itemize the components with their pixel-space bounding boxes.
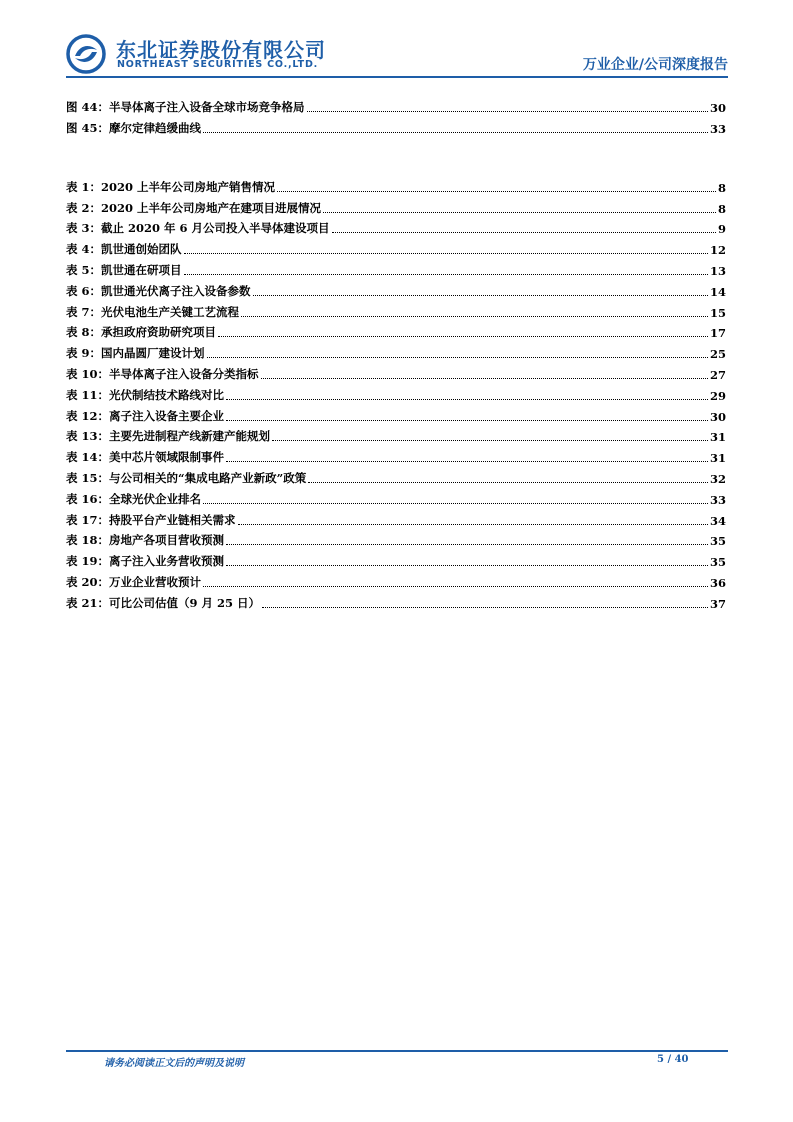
dot-leader xyxy=(207,357,708,358)
toc-row[interactable] xyxy=(66,361,726,382)
toc-row[interactable] xyxy=(66,548,726,569)
toc-row[interactable] xyxy=(66,424,726,445)
toc-page: 30 xyxy=(709,100,726,115)
toc-row[interactable] xyxy=(66,486,726,507)
toc-row[interactable] xyxy=(66,569,726,590)
toc-label: 表 8：承担政府资助研究项目 xyxy=(66,325,217,340)
toc-row[interactable] xyxy=(66,382,726,403)
toc-label: 表 18：房地产各项目营收预测 xyxy=(66,533,225,548)
toc-page: 32 xyxy=(709,471,726,486)
dot-leader xyxy=(241,316,708,317)
company-name-cn: 东北证券股份有限公司 xyxy=(116,38,326,62)
toc-page: 30 xyxy=(709,409,726,424)
toc-label: 表 9：国内晶圆厂建设计划 xyxy=(66,346,205,361)
dot-leader xyxy=(308,482,708,483)
toc-label: 表 5：凯世通在研项目 xyxy=(66,262,182,277)
dot-leader xyxy=(226,544,708,545)
dot-leader xyxy=(261,378,708,379)
toc-page: 33 xyxy=(709,492,726,507)
toc-row[interactable] xyxy=(66,528,726,549)
toc-row[interactable] xyxy=(66,507,726,528)
toc-label: 表 6：凯世通光伏离子注入设备参数 xyxy=(66,283,251,298)
dot-leader xyxy=(226,461,708,462)
toc-label: 表 12：离子注入设备主要企业 xyxy=(66,408,225,423)
figure-list xyxy=(66,94,726,136)
dot-leader xyxy=(272,440,708,441)
dot-leader xyxy=(277,191,716,192)
dot-leader xyxy=(323,212,716,213)
toc-page: 17 xyxy=(709,326,726,341)
toc-row[interactable] xyxy=(66,195,726,216)
dot-leader xyxy=(238,524,708,525)
toc-page: 37 xyxy=(709,596,726,611)
toc-label: 表 4：凯世通创始团队 xyxy=(66,242,182,257)
toc-label: 表 1：2020 上半年公司房地产销售情况 xyxy=(66,179,276,194)
dot-leader xyxy=(218,336,708,337)
toc-label: 图 44：半导体离子注入设备全球市场竞争格局 xyxy=(66,99,305,114)
toc-label: 表 13：主要先进制程产线新建产能规划 xyxy=(66,429,271,444)
toc-label: 表 11：光伏制结技术路线对比 xyxy=(66,387,225,402)
toc-label: 表 14：美中芯片领域限制事件 xyxy=(66,450,225,465)
toc-row[interactable] xyxy=(66,590,726,611)
toc-row[interactable] xyxy=(66,444,726,465)
toc-label: 表 19：离子注入业务营收预测 xyxy=(66,554,225,569)
toc-label: 表 21：可比公司估值（9 月 25 日） xyxy=(66,595,261,610)
toc-label: 表 17：持股平台产业链相关需求 xyxy=(66,512,236,527)
toc-page: 29 xyxy=(709,388,726,403)
toc-page: 8 xyxy=(717,201,726,216)
toc-label: 图 45：摩尔定律趋缓曲线 xyxy=(66,120,202,135)
dot-leader xyxy=(184,253,708,254)
dot-leader xyxy=(253,295,708,296)
dot-leader xyxy=(203,503,708,504)
toc-page: 35 xyxy=(709,555,726,570)
toc-row[interactable] xyxy=(66,236,726,257)
dot-leader xyxy=(203,586,708,587)
toc-row[interactable] xyxy=(66,257,726,278)
page-header xyxy=(66,30,728,78)
toc-page: 36 xyxy=(709,575,726,590)
toc-page: 12 xyxy=(709,243,726,258)
table-list xyxy=(66,174,726,611)
toc-page: 9 xyxy=(717,222,726,237)
toc-label: 表 3：截止 2020 年 6 月公司投入半导体建设项目 xyxy=(66,221,330,236)
toc-row[interactable] xyxy=(66,216,726,237)
toc-label: 表 2：2020 上半年公司房地产在建项目进展情况 xyxy=(66,200,322,215)
footer-page-number: 5 / 40 xyxy=(657,1054,689,1065)
dot-leader xyxy=(203,132,708,133)
dot-leader xyxy=(332,232,716,233)
footer-disclaimer: 请务必阅读正文后的声明及说明 xyxy=(104,1058,244,1069)
toc-page: 31 xyxy=(709,451,726,466)
toc-page: 31 xyxy=(709,430,726,445)
dot-leader xyxy=(226,420,708,421)
toc-row[interactable] xyxy=(66,299,726,320)
toc-page: 34 xyxy=(709,513,726,528)
footer-divider xyxy=(66,1050,728,1052)
toc-row[interactable] xyxy=(66,115,726,136)
toc-page: 15 xyxy=(709,305,726,320)
toc-row[interactable] xyxy=(66,340,726,361)
toc-row[interactable] xyxy=(66,320,726,341)
toc-row[interactable] xyxy=(66,174,726,195)
company-logo-icon xyxy=(66,34,106,74)
toc-row[interactable] xyxy=(66,94,726,115)
toc-page: 33 xyxy=(709,121,726,136)
toc-page: 8 xyxy=(717,180,726,195)
toc-label: 表 20：万业企业营收预计 xyxy=(66,574,202,589)
toc-page: 27 xyxy=(709,367,726,382)
toc-page: 13 xyxy=(709,263,726,278)
dot-leader xyxy=(262,607,708,608)
toc-label: 表 7：光伏电池生产关键工艺流程 xyxy=(66,304,240,319)
company-name-en: NORTHEAST SECURITIES CO.,LTD. xyxy=(117,59,319,70)
dot-leader xyxy=(226,399,708,400)
toc-page: 14 xyxy=(709,284,726,299)
dot-leader xyxy=(307,111,708,112)
toc-row[interactable] xyxy=(66,278,726,299)
toc-label: 表 16：全球光伏企业排名 xyxy=(66,491,202,506)
report-type: 万业企业/公司深度报告 xyxy=(582,57,728,73)
toc-row[interactable] xyxy=(66,403,726,424)
toc-label: 表 10：半导体离子注入设备分类指标 xyxy=(66,366,259,381)
toc-page: 25 xyxy=(709,347,726,362)
header-divider xyxy=(66,76,728,78)
toc-label: 表 15：与公司相关的“集成电路产业新政”政策 xyxy=(66,470,307,485)
toc-row[interactable] xyxy=(66,465,726,486)
toc-page: 35 xyxy=(709,534,726,549)
dot-leader xyxy=(184,274,708,275)
dot-leader xyxy=(226,565,708,566)
